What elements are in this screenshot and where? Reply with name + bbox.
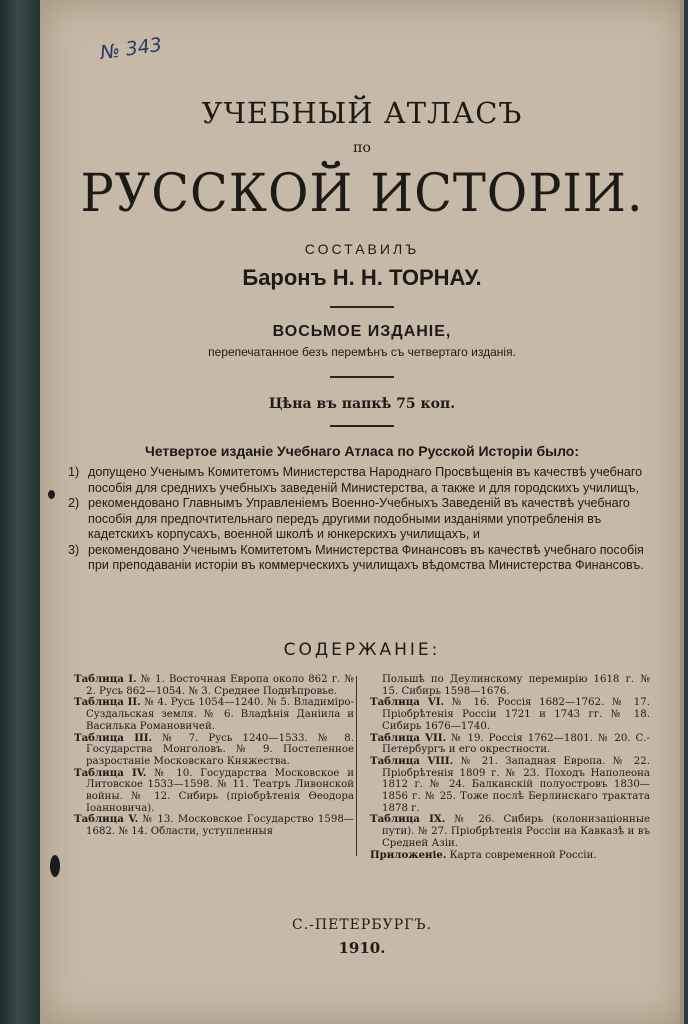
contents-column-right — [370, 674, 650, 861]
compiled-label: СОСТАВИЛЪ — [304, 241, 420, 257]
divider — [330, 425, 394, 427]
contents-entry: Таблица IV. № 10. Государства Московское и Литовское 1533—1598. № 11. Театръ Ливонской войны. № 12. Сибирь (пріобрѣтенія Ѳеодора Іоанновича). — [74, 766, 354, 814]
divider — [330, 306, 394, 308]
book-cover — [40, 0, 684, 1024]
handwritten-note: № 343 — [98, 33, 164, 65]
publication-city: С.-ПЕТЕРБУРГЪ. — [292, 917, 432, 933]
author-name: Баронъ Н. Н. ТОРНАУ. — [242, 265, 482, 290]
contents-entry: Таблица II. № 4. Русь 1054—1240. № 5. Владиміро-Суздальская земля. № 6. Владѣнія Даніила и Василька Романовичей. — [74, 696, 355, 732]
contents-heading: СОДЕРЖАНІЕ: — [283, 640, 441, 660]
contents-entry: Таблица III. № 7. Русь 1240—1533. № 8. Государства Монголовъ. № 9. Постепенное разростаніе Московскаго Княжества. — [74, 731, 354, 767]
edition-heading: ВОСЬМОЕ ИЗДАНІЕ, — [272, 323, 452, 340]
price: Цѣна въ папкѣ 75 коп. — [268, 396, 456, 412]
contents-entry: Таблица VI. № 16. Россія 1682—1762. № 17. Пріобрѣтенія Россіи 1721 и 1743 гг. № 18. Сибирь 1676—1740. — [370, 696, 650, 732]
contents-column-left — [74, 674, 354, 838]
publication-year: 1910. — [338, 939, 386, 957]
ink-spot — [48, 490, 55, 499]
contents-entry: Таблица VII. № 19. Россія 1762—1801. № 20. С.-Петербургъ и его окрестности. — [370, 731, 650, 756]
contents-entry: Таблица VIII. № 21. Западная Европа. № 22. Пріобрѣтенія 1809 г. № 23. Походъ Наполеона 1812 г. № 24. Балканскій полуостровъ 1830—1856 г. № 25. Тоже послѣ Берлинскаго трактата 1878 г. — [370, 754, 651, 814]
contents-continuation: Польшѣ по Деулинскому перемирію 1618 г. № 15. Сибирь 1598—1676. — [382, 674, 650, 697]
title-line-2: по — [353, 140, 371, 156]
list-item: 3) рекомендовано Ученымъ Комитетомъ Министерства Финансовъ въ качествѣ учебнаго пособія при преподаваніи исторіи въ коммерческихъ училищахъ вѣдомства Министерства Финансовъ. — [68, 542, 644, 572]
contents-entry: Таблица IX. № 26. Сибирь (колонизаціонные пути). № 27. Пріобрѣтенія Россіи на Кавказѣ и въ Средней Азіи. — [370, 813, 650, 849]
contents-entry: Таблица V. № 13. Московское Государство 1598—1682. № 14. Области, уступленныя — [74, 813, 354, 838]
book-spine — [0, 0, 40, 1024]
edition-note: перепечатанное безъ перемѣнъ съ четвертаго изданія. — [208, 345, 516, 359]
title-line-1: УЧЕБНЫЙ АТЛАСЪ — [201, 96, 523, 130]
divider — [330, 376, 394, 378]
contents-entry: Таблица I. № 1. Восточная Европа около 862 г. № 2. Русь 862—1054. № 3. Среднее Поднѣпровье. — [74, 673, 355, 697]
approvals-list — [68, 465, 658, 574]
ink-spot — [50, 855, 60, 877]
column-divider — [356, 676, 357, 856]
main-title: РУССКОЙ ИСТОРІИ. — [80, 164, 644, 224]
approvals-intro: Четвертое изданіе Учебнаго Атласа по Русской Исторіи было: — [144, 443, 579, 459]
list-item: 2) рекомендовано Главнымъ Управленіемъ Военно-Учебныхъ Заведеній въ качествѣ учебнаго пособія для предпочтительнаго передъ другими подобными изданіями употребленія въ кадетскихъ корпусахъ, военной школѣ и юнкерскихъ училищахъ, и — [68, 496, 630, 541]
list-item: 1) допущено Ученымъ Комитетомъ Министерства Народнаго Просвѣщенія въ качествѣ учебнаго пособія для среднихъ учебныхъ заведеній Министерства, а также и для городскихъ училищъ, — [68, 465, 643, 495]
contents-entry: Приложеніе. Карта современной Россіи. — [370, 848, 597, 861]
